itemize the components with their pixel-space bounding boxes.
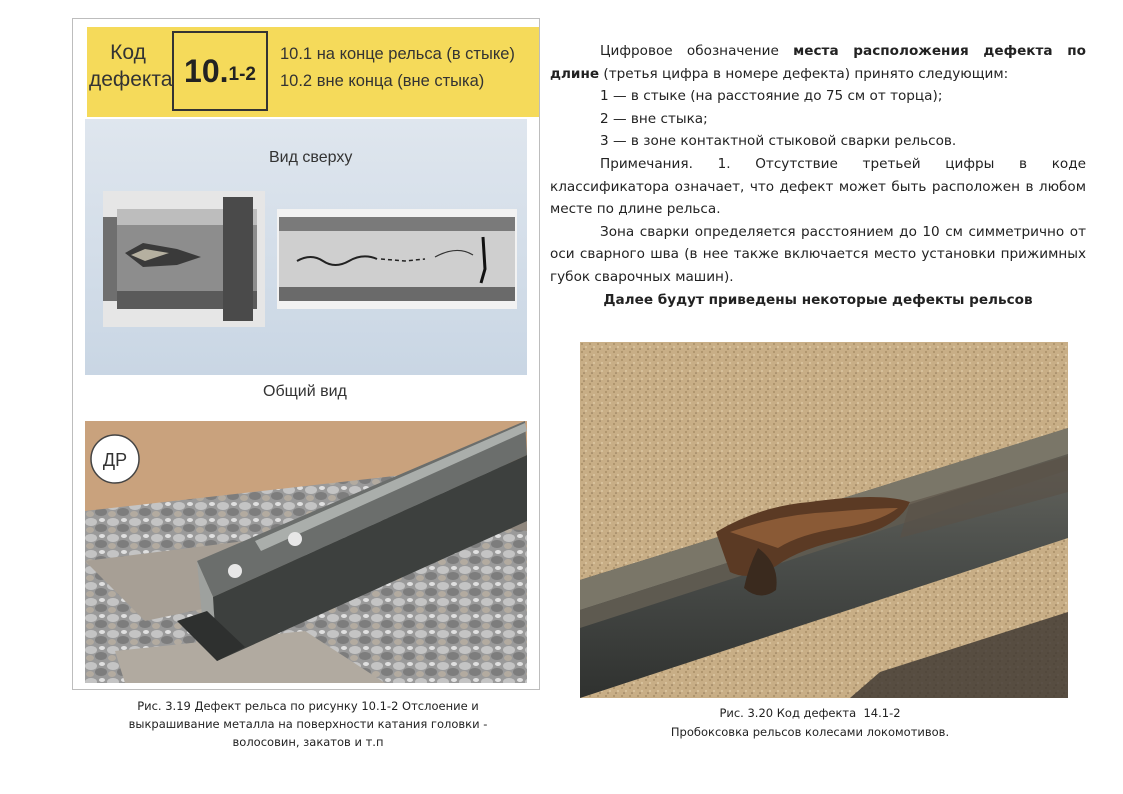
dr-badge: ДР <box>102 450 128 470</box>
defect-code-sub: 1-2 <box>228 64 256 85</box>
caption-3-19-line2: выкрашивание металла на поверхности катания головки - <box>128 717 488 731</box>
figure-3-20-caption <box>600 704 1020 742</box>
list-item-2: 2 — вне стыка; <box>600 110 708 127</box>
note-2: Зона сварки определяется расстоянием до 10 см симметрично от оси сварного шва (в нее также включается место установки прижимных губок сварочных машин). <box>550 223 1086 285</box>
defect-code-description <box>280 41 515 95</box>
p1-part-a: Цифровое обозначение <box>600 43 794 59</box>
section-heading: Далее будут приведены некоторые дефекты рельсов <box>603 291 1033 308</box>
code-label <box>89 39 173 93</box>
p1-part-bold: места расположения дефекта по длине <box>550 43 1087 82</box>
paragraph-position-code <box>550 40 1086 85</box>
caption-3-19-line3: волосовин, закатов и т.п <box>232 735 384 749</box>
caption-3-20-line1: Рис. 3.20 Код дефекта 14.1-2 <box>719 706 901 720</box>
defect-code-main: 10. <box>184 52 229 89</box>
code-label-line1: Код <box>110 41 146 64</box>
rail-head-top-photo <box>277 209 517 309</box>
body-text <box>550 40 1086 311</box>
code-label-line2: дефекта <box>89 68 173 91</box>
defect-code-box <box>172 31 268 111</box>
code-desc-line1: 10.1 на конце рельса (в стыке) <box>280 45 515 63</box>
list-item-3: 3 — в зоне контактной стыковой сварки рельсов. <box>600 133 957 150</box>
caption-3-19-line1: Рис. 3.19 Дефект рельса по рисунку 10.1-2 Отслоение и <box>137 699 479 713</box>
general-view-caption: Общий вид <box>263 383 347 400</box>
top-view-panel <box>85 119 527 375</box>
defect-code-bar <box>87 27 539 117</box>
code-desc-line2: 10.2 вне конца (вне стыка) <box>280 72 485 90</box>
list-item-1: 1 — в стыке (на расстояние до 75 см от торца); <box>600 88 943 105</box>
general-view-band <box>85 375 527 417</box>
rail-general-view-photo <box>85 421 527 683</box>
caption-3-20-line2: Пробоксовка рельсов колесами локомотивов. <box>670 725 950 739</box>
figure-3-19 <box>72 18 540 690</box>
note-1: Примечания. 1. Отсутствие третьей цифры в коде классификатора означает, что дефект может быть расположен в любом месте по длине рельса. <box>550 155 1086 218</box>
rail-end-photo <box>103 191 265 327</box>
figure-3-19-caption <box>82 697 534 751</box>
top-view-caption: Вид сверху <box>269 149 353 166</box>
figure-3-20-photo <box>580 342 1068 698</box>
p1-part-c: (третья цифра в номере дефекта) принято следующим: <box>599 65 1009 82</box>
